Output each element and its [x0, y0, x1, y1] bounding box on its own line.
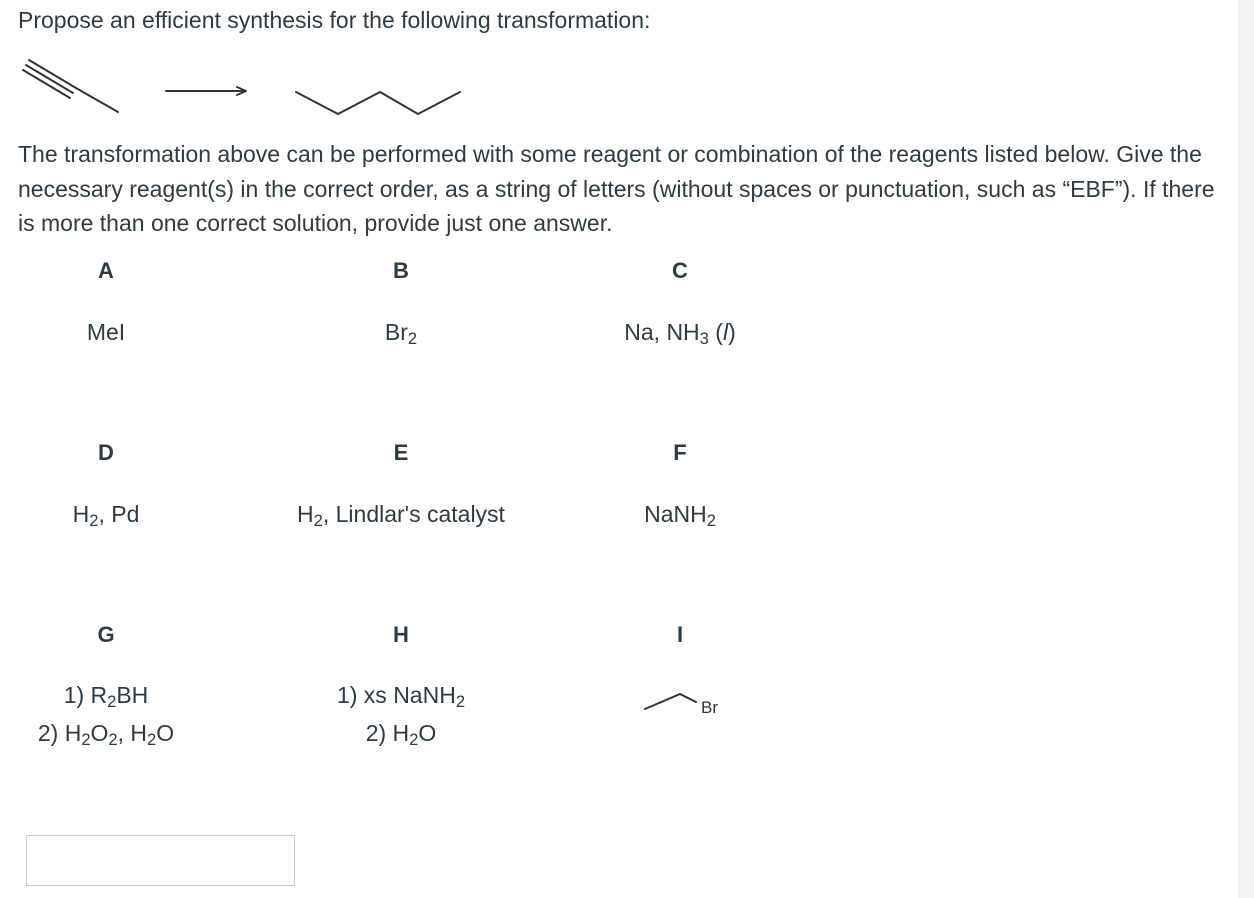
- reagent-line: [251, 313, 551, 351]
- reagent-letter-i: I: [676, 622, 684, 647]
- formula-text: l: [722, 319, 729, 345]
- reagent-line: [530, 313, 830, 351]
- formula-text: , H: [117, 720, 148, 746]
- reagent-c: [530, 313, 830, 351]
- reagent-f: [530, 495, 830, 533]
- formula-text: NaNH: [644, 501, 707, 527]
- reagent-line: [530, 495, 830, 533]
- reagent-line: [0, 714, 256, 752]
- reagent-line: [251, 714, 551, 752]
- alkyne-triple-bond-1: [29, 60, 76, 88]
- reagent-h: [251, 676, 551, 752]
- subscript: 2: [313, 511, 323, 531]
- reagent-letter-h: H: [393, 622, 409, 647]
- subscript: 2: [409, 730, 419, 750]
- formula-text: O: [90, 720, 109, 746]
- formula-text: BH: [116, 682, 149, 708]
- formula-text: MeI: [86, 319, 126, 345]
- reagent-line: [0, 495, 256, 533]
- reagent-letter-a: A: [98, 258, 114, 283]
- subscript: 3: [699, 329, 709, 349]
- subscript: 2: [107, 692, 117, 712]
- subscript: 2: [81, 730, 91, 750]
- reagent-line: [0, 313, 256, 351]
- reagent-letter-g: G: [97, 622, 115, 647]
- ethyl-skeleton: [645, 694, 696, 709]
- formula-text: 1) xs NaNH: [336, 682, 456, 708]
- subscript: 2: [407, 329, 418, 349]
- subscript: 2: [455, 692, 466, 712]
- formula-text: , Pd: [98, 501, 140, 527]
- reagent-letter-f: F: [673, 440, 687, 465]
- reagent-i-structure: [640, 680, 740, 730]
- question-title: Propose an efficient synthesis for the following transformation:: [18, 7, 651, 33]
- formula-text: ): [728, 319, 736, 345]
- reagent-letter-d: D: [98, 440, 114, 465]
- formula-text: (: [708, 319, 723, 345]
- subscript: 2: [706, 511, 716, 531]
- reagent-a: [0, 313, 256, 351]
- formula-text: , Lindlar's catalyst: [322, 501, 505, 527]
- formula-text: O: [156, 720, 175, 746]
- reagent-g: [0, 676, 256, 752]
- formula-text: 2) H: [365, 720, 410, 746]
- page-scrollbar-track[interactable]: [1238, 0, 1254, 898]
- formula-text: O: [418, 720, 437, 746]
- alkyne-single-bond: [76, 88, 118, 112]
- answer-input[interactable]: [26, 835, 295, 886]
- reagent-letter-b: B: [393, 258, 409, 283]
- reaction-scheme: [0, 40, 520, 130]
- reagent-letter-e: E: [393, 440, 409, 465]
- reagent-e: [251, 495, 551, 533]
- alkyne-triple-bond-3: [23, 70, 70, 98]
- subscript: 2: [89, 511, 99, 531]
- formula-text: 2) H: [37, 720, 82, 746]
- formula-text: Br: [384, 319, 408, 345]
- subscript: 2: [147, 730, 157, 750]
- formula-text: H: [72, 501, 90, 527]
- bromine-label: Br: [701, 698, 718, 717]
- formula-text: Na, NH: [624, 319, 700, 345]
- reagent-b: [251, 313, 551, 351]
- alkyne-triple-bond-2: [26, 65, 73, 93]
- reagent-line: [251, 676, 551, 714]
- product-skeleton: [296, 92, 460, 114]
- question-instructions: The transformation above can be performed with some reagent or combination of the reagents listed below. Give the necessary reagent(s) in the correct order, as a string of letters (without spaces or punctuation, such as “EBF”). If there is more than one correct solution, provide just one answer.: [18, 141, 1215, 236]
- reagent-line: [0, 676, 256, 714]
- reagent-d: [0, 495, 256, 533]
- formula-text: 1) R: [63, 682, 108, 708]
- subscript: 2: [108, 730, 118, 750]
- formula-text: H: [297, 501, 314, 527]
- reagent-line: [251, 495, 551, 533]
- reagent-letter-c: C: [672, 258, 688, 283]
